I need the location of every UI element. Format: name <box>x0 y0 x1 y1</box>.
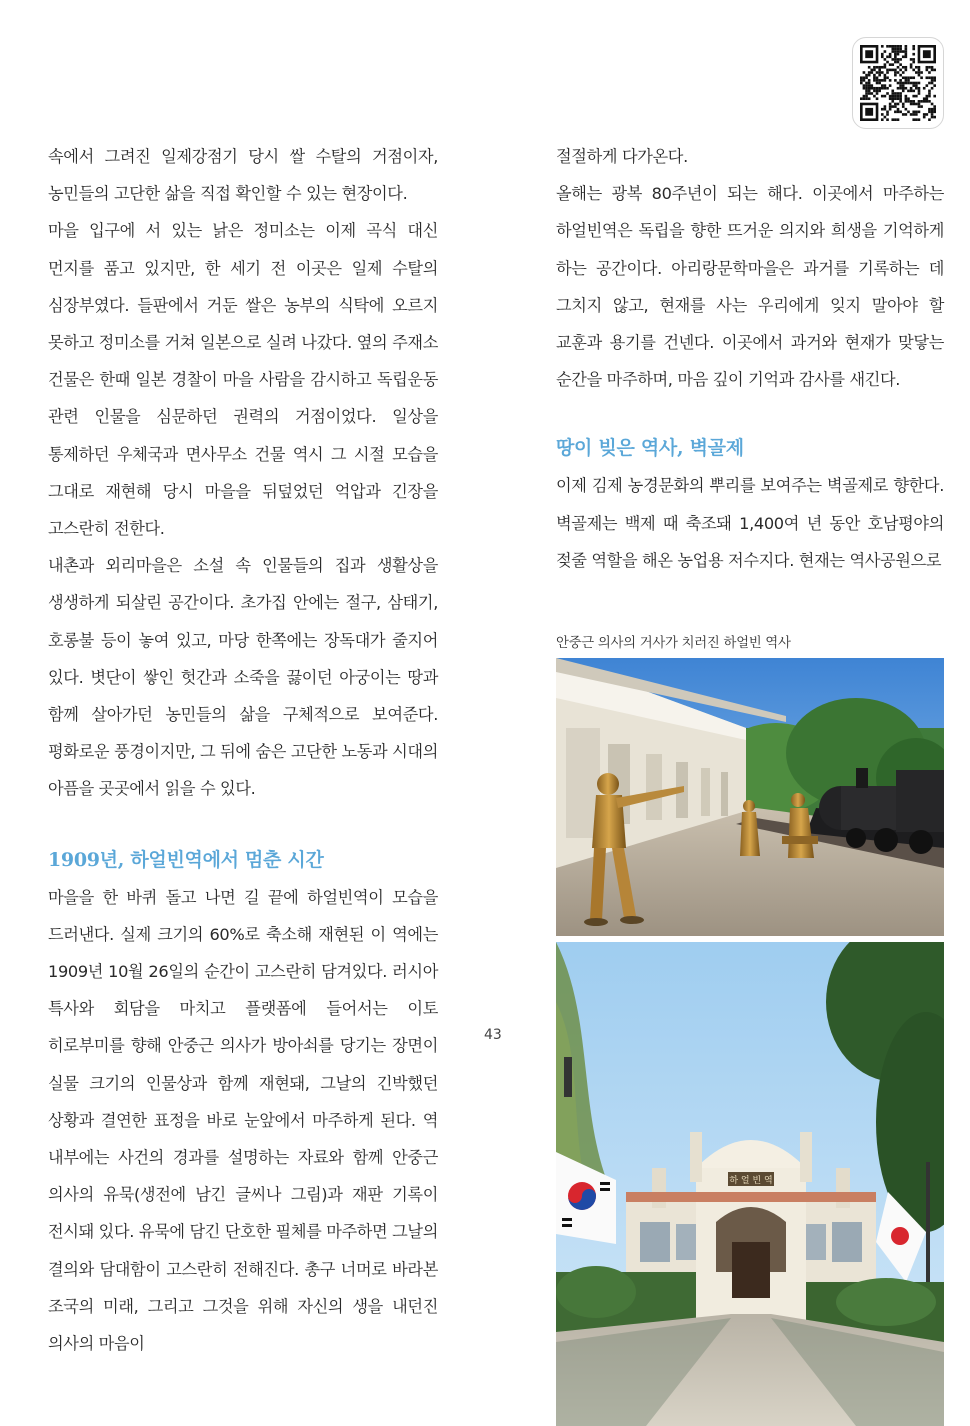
section-heading-byeokgolje: 땅이 빚은 역사, 벽골제 <box>556 437 744 460</box>
body-paragraph: 속에서 그려진 일제강점기 당시 쌀 수탈의 거점이자, 농민들의 고단한 삶을 직접 확인할 수 있는 현장이다. <box>48 147 438 204</box>
photo-harbin-platform <box>556 658 944 936</box>
body-paragraph: 이제 김제 농경문화의 뿌리를 보여주는 벽골제로 향한다. 벽골제는 백제 때 축조돼 1,400여 년 동안 호남평야의 젖줄 역할을 해온 농업용 저수지다. 현재는 역사공원으로 <box>556 476 944 570</box>
station-sign: 하 얼 빈 역 <box>729 1176 773 1186</box>
body-paragraph: 올해는 광복 80주년이 되는 해다. 이곳에서 마주하는 하얼빈역은 독립을 향한 뜨거운 의지와 희생을 기억하게 하는 공간이다. 아리랑문학마을은 과거를 기록하는 데 그치지 않고, 현재를 사는 우리에게 잊지 말아야 할 교훈과 용기를 건넨다. 이곳에서 과거와 현재가 맞닿는 순간을 마주하며, 마음 깊이 기억과 감사를 새긴다. <box>556 184 944 390</box>
body-paragraph: 마을을 한 바퀴 돌고 나면 길 끝에 하얼빈역이 모습을 드러낸다. 실제 크기의 60%로 축소해 재현된 이 역에는 1909년 10월 26일의 순간이 고스란히 담겨있다. 러시아 특사와 회담을 마치고 플랫폼에 들어서는 이토 히로부미를 향해 안중근 의사가 방아쇠를 당기는 장면이 실물 크기의 인물상과 함께 재현돼, 그날의 긴박했던 상황과 결연한 표정을 바로 눈앞에서 마주하게 된다. 역 내부에는 사건의 경과를 설명하는 자료와 함께 안중근 의사의 유묵(생전에 남긴 글씨나 그림)과 재판 기록이 전시돼 있다. 유묵에 담긴 단호한 필체를 마주하면 그날의 결의와 담대함이 고스란히 전해진다. 총구 너머로 바라본 조국의 미래, 그리고 그것을 위해 자신의 생을 내던진 의사의 마음이 <box>48 887 438 1354</box>
qr-code-pattern <box>860 45 936 121</box>
platform-illustration <box>556 658 944 936</box>
body-paragraph: 내촌과 외리마을은 소설 속 인물들의 집과 생활상을 생생하게 되살린 공간이다. 초가집 안에는 절구, 삼태기, 호롱불 등이 놓여 있고, 마당 한쪽에는 장독대가 줄지어 있다. 볏단이 쌓인 헛간과 소죽을 끓이던 아궁이는 땅과 함께 살아가던 농민들의 삶을 구체적으로 보여준다. 평화로운 풍경이지만, 그 뒤에 숨은 고단한 노동과 시대의 아픔을 곳곳에서 읽을 수 있다. <box>48 556 438 799</box>
photo-caption: 안중근 의사의 거사가 치러진 하얼빈 역사 <box>556 636 791 651</box>
body-paragraph: 절절하게 다가온다. <box>556 147 688 166</box>
right-column <box>556 138 944 579</box>
section-heading-harbin: 1909년, 하얼빈역에서 멈춘 시간 <box>48 848 324 871</box>
body-paragraph: 마을 입구에 서 있는 낡은 정미소는 이제 곡식 대신 먼지를 품고 있지만, 한 세기 전 이곳은 일제 수탈의 심장부였다. 들판에서 거둔 쌀은 농부의 식탁에 오르지 못하고 정미소를 거쳐 일본으로 실려 나갔다. 옆의 주재소 건물은 한때 일본 경찰이 마을 사람을 감시하고 독립운동 관련 인물을 심문하던 권력의 거점이었다. 일상을 통제하던 우체국과 면사무소 건물 역시 그 시절 모습을 그대로 재현해 당시 마을을 뒤덮었던 억압과 긴장을 고스란히 전한다. <box>48 221 438 539</box>
page-number: 43 <box>484 1027 502 1043</box>
photo-harbin-station <box>556 942 944 1426</box>
station-illustration <box>556 942 944 1426</box>
qr-code[interactable] <box>852 37 944 129</box>
left-column <box>48 138 438 1362</box>
